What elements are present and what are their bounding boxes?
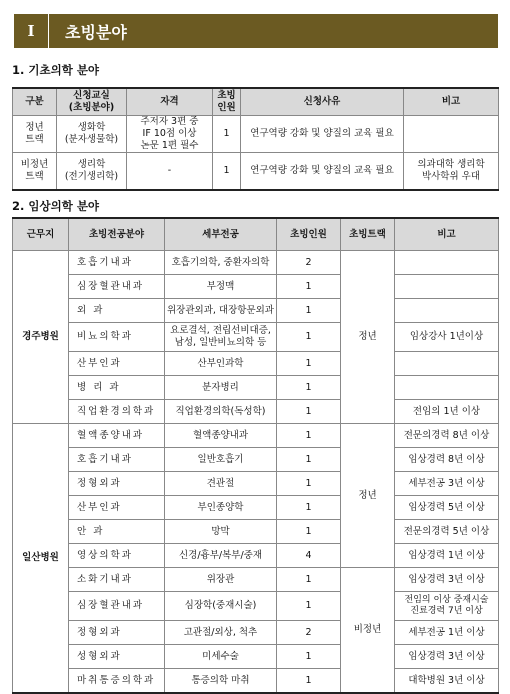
dept-cell: 외 과 xyxy=(69,299,165,323)
subspecialty-cell: 일반호흡기 xyxy=(165,448,277,472)
subspecialty-cell: 고관절/외상, 척추 xyxy=(165,621,277,645)
count-cell: 1 xyxy=(277,299,341,323)
basic-table xyxy=(12,87,499,191)
subspecialty-cell: 망막 xyxy=(165,520,277,544)
clinical-row xyxy=(13,496,499,520)
header-line: 초빙 xyxy=(217,90,236,101)
count-cell: 1 xyxy=(277,520,341,544)
dept-cell: 비뇨의학과 xyxy=(69,323,165,352)
subspecialty-cell: 견관절 xyxy=(165,472,277,496)
clinical-header-row xyxy=(13,218,499,251)
note-cell: 임상경력 3년 이상 xyxy=(395,645,499,669)
dept-cell: 안 과 xyxy=(69,520,165,544)
header-cell: 비고 xyxy=(395,218,499,251)
cell xyxy=(404,116,499,153)
header-cell: 초빙전공분야 xyxy=(69,218,165,251)
subspecialty-cell: 심장학(중재시술) xyxy=(165,592,277,621)
basic-header-row xyxy=(13,88,499,116)
hospital-cell: 일산병원 xyxy=(13,424,69,694)
clinical-heading: 2. 임상의학 분야 xyxy=(12,199,100,213)
basic-row xyxy=(13,116,499,153)
clinical-table xyxy=(12,217,499,694)
count-cell: 1 xyxy=(277,376,341,400)
basic-row xyxy=(13,153,499,191)
count-cell: 1 xyxy=(277,472,341,496)
note-cell xyxy=(395,352,499,376)
dept-cell: 산부인과 xyxy=(69,352,165,376)
note-cell: 전문의경력 5년 이상 xyxy=(395,520,499,544)
header-line: (초빙분야) xyxy=(68,102,115,113)
clinical-row xyxy=(13,323,499,352)
cell: 연구역량 강화 및 양질의 교육 필요 xyxy=(241,153,404,191)
count-cell: 1 xyxy=(277,669,341,694)
count-cell: 1 xyxy=(277,400,341,424)
subspecialty-cell: 호흡기의학, 중환자의학 xyxy=(165,251,277,275)
note-cell: 전문의경력 8년 이상 xyxy=(395,424,499,448)
cell: 연구역량 강화 및 양질의 교육 필요 xyxy=(241,116,404,153)
subspecialty-cell: 혈액종양내과 xyxy=(165,424,277,448)
header-cell: 신청사유 xyxy=(241,88,404,116)
header-cell: 초빙인원 xyxy=(277,218,341,251)
cell: 비정년 트랙 xyxy=(13,153,57,191)
subspecialty-cell: 신경/흉부/복부/중재 xyxy=(165,544,277,568)
clinical-row xyxy=(13,544,499,568)
clinical-row xyxy=(13,376,499,400)
note-cell: 세부전공 1년 이상 xyxy=(395,621,499,645)
clinical-row xyxy=(13,352,499,376)
dept-cell: 직업환경의학과 xyxy=(69,400,165,424)
clinical-row xyxy=(13,251,499,275)
header-cell xyxy=(213,88,241,116)
header-cell: 근무지 xyxy=(13,218,69,251)
note-cell: 전임의 이상 중재시술 진료경력 7년 이상 xyxy=(395,592,499,621)
count-cell: 4 xyxy=(277,544,341,568)
dept-cell: 성형외과 xyxy=(69,645,165,669)
subspecialty-cell: 직업환경의학(독성학) xyxy=(165,400,277,424)
clinical-row xyxy=(13,520,499,544)
clinical-row xyxy=(13,400,499,424)
count-cell: 1 xyxy=(277,496,341,520)
count-cell: 1 xyxy=(277,424,341,448)
subspecialty-cell: 요로결석, 전립선비대증, 남성, 일반비뇨의학 등 xyxy=(165,323,277,352)
cell: 생화학 (분자생물학) xyxy=(57,116,127,153)
header-cell: 구분 xyxy=(13,88,57,116)
clinical-row xyxy=(13,275,499,299)
subspecialty-cell: 산부인과학 xyxy=(165,352,277,376)
dept-cell: 호흡기내과 xyxy=(69,448,165,472)
clinical-row xyxy=(13,424,499,448)
cell: 주저자 3편 중 IF 10점 이상 논문 1편 필수 xyxy=(127,116,213,153)
count-cell: 1 xyxy=(277,323,341,352)
dept-cell: 심장혈관내과 xyxy=(69,275,165,299)
count-cell: 1 xyxy=(277,275,341,299)
count-cell: 2 xyxy=(277,621,341,645)
subspecialty-cell: 부정맥 xyxy=(165,275,277,299)
note-cell xyxy=(395,376,499,400)
dept-cell: 심장혈관내과 xyxy=(69,592,165,621)
header-cell: 세부전공 xyxy=(165,218,277,251)
clinical-row xyxy=(13,645,499,669)
dept-cell: 소화기내과 xyxy=(69,568,165,592)
note-cell: 임상경력 1년 이상 xyxy=(395,544,499,568)
subspecialty-cell: 부인종양학 xyxy=(165,496,277,520)
cell: 생리학 (전기생리학) xyxy=(57,153,127,191)
track-cell: 정년 xyxy=(341,424,395,568)
track-cell: 비정년 xyxy=(341,568,395,694)
clinical-row xyxy=(13,299,499,323)
subspecialty-cell: 미세수술 xyxy=(165,645,277,669)
header-cell: 자격 xyxy=(127,88,213,116)
track-cell: 정년 xyxy=(341,251,395,424)
cell: 의과대학 생리학 박사학위 우대 xyxy=(404,153,499,191)
basic-heading: 1. 기초의학 분야 xyxy=(12,63,100,77)
cell: - xyxy=(127,153,213,191)
clinical-row xyxy=(13,592,499,621)
note-cell xyxy=(395,275,499,299)
note-cell: 전임의 1년 이상 xyxy=(395,400,499,424)
note-cell xyxy=(395,299,499,323)
dept-cell: 영상의학과 xyxy=(69,544,165,568)
note-cell: 세부전공 3년 이상 xyxy=(395,472,499,496)
note-cell: 임상경력 5년 이상 xyxy=(395,496,499,520)
count-cell: 2 xyxy=(277,251,341,275)
header-cell: 초빙트랙 xyxy=(341,218,395,251)
clinical-row xyxy=(13,568,499,592)
dept-cell: 산부인과 xyxy=(69,496,165,520)
cell: 1 xyxy=(213,116,241,153)
subspecialty-cell: 분자병리 xyxy=(165,376,277,400)
header-cell: 비고 xyxy=(404,88,499,116)
dept-cell: 정형외과 xyxy=(69,621,165,645)
count-cell: 1 xyxy=(277,645,341,669)
dept-cell: 마취통증의학과 xyxy=(69,669,165,694)
count-cell: 1 xyxy=(277,592,341,621)
section-title: 초빙분야 xyxy=(65,22,127,42)
hospital-cell: 경주병원 xyxy=(13,251,69,424)
clinical-row xyxy=(13,472,499,496)
clinical-row xyxy=(13,669,499,694)
header-line: 신청교실 xyxy=(73,90,110,101)
note-cell: 임상경력 8년 이상 xyxy=(395,448,499,472)
note-cell: 임상강사 1년이상 xyxy=(395,323,499,352)
clinical-row xyxy=(13,448,499,472)
count-cell: 1 xyxy=(277,568,341,592)
note-cell: 대학병원 3년 이상 xyxy=(395,669,499,694)
dept-cell: 혈액종양내과 xyxy=(69,424,165,448)
subspecialty-cell: 위장관외과, 대장항문외과 xyxy=(165,299,277,323)
note-cell: 임상경력 3년 이상 xyxy=(395,568,499,592)
subspecialty-cell: 통증의학 마취 xyxy=(165,669,277,694)
count-cell: 1 xyxy=(277,352,341,376)
dept-cell: 호흡기내과 xyxy=(69,251,165,275)
section-number: I xyxy=(14,14,49,48)
header-cell xyxy=(57,88,127,116)
header-line: 인원 xyxy=(217,102,236,113)
subspecialty-cell: 위장관 xyxy=(165,568,277,592)
count-cell: 1 xyxy=(277,448,341,472)
note-cell xyxy=(395,251,499,275)
dept-cell: 병 리 과 xyxy=(69,376,165,400)
clinical-row xyxy=(13,621,499,645)
dept-cell: 정형외과 xyxy=(69,472,165,496)
cell: 1 xyxy=(213,153,241,191)
section-banner xyxy=(14,14,498,48)
cell: 정년 트랙 xyxy=(13,116,57,153)
